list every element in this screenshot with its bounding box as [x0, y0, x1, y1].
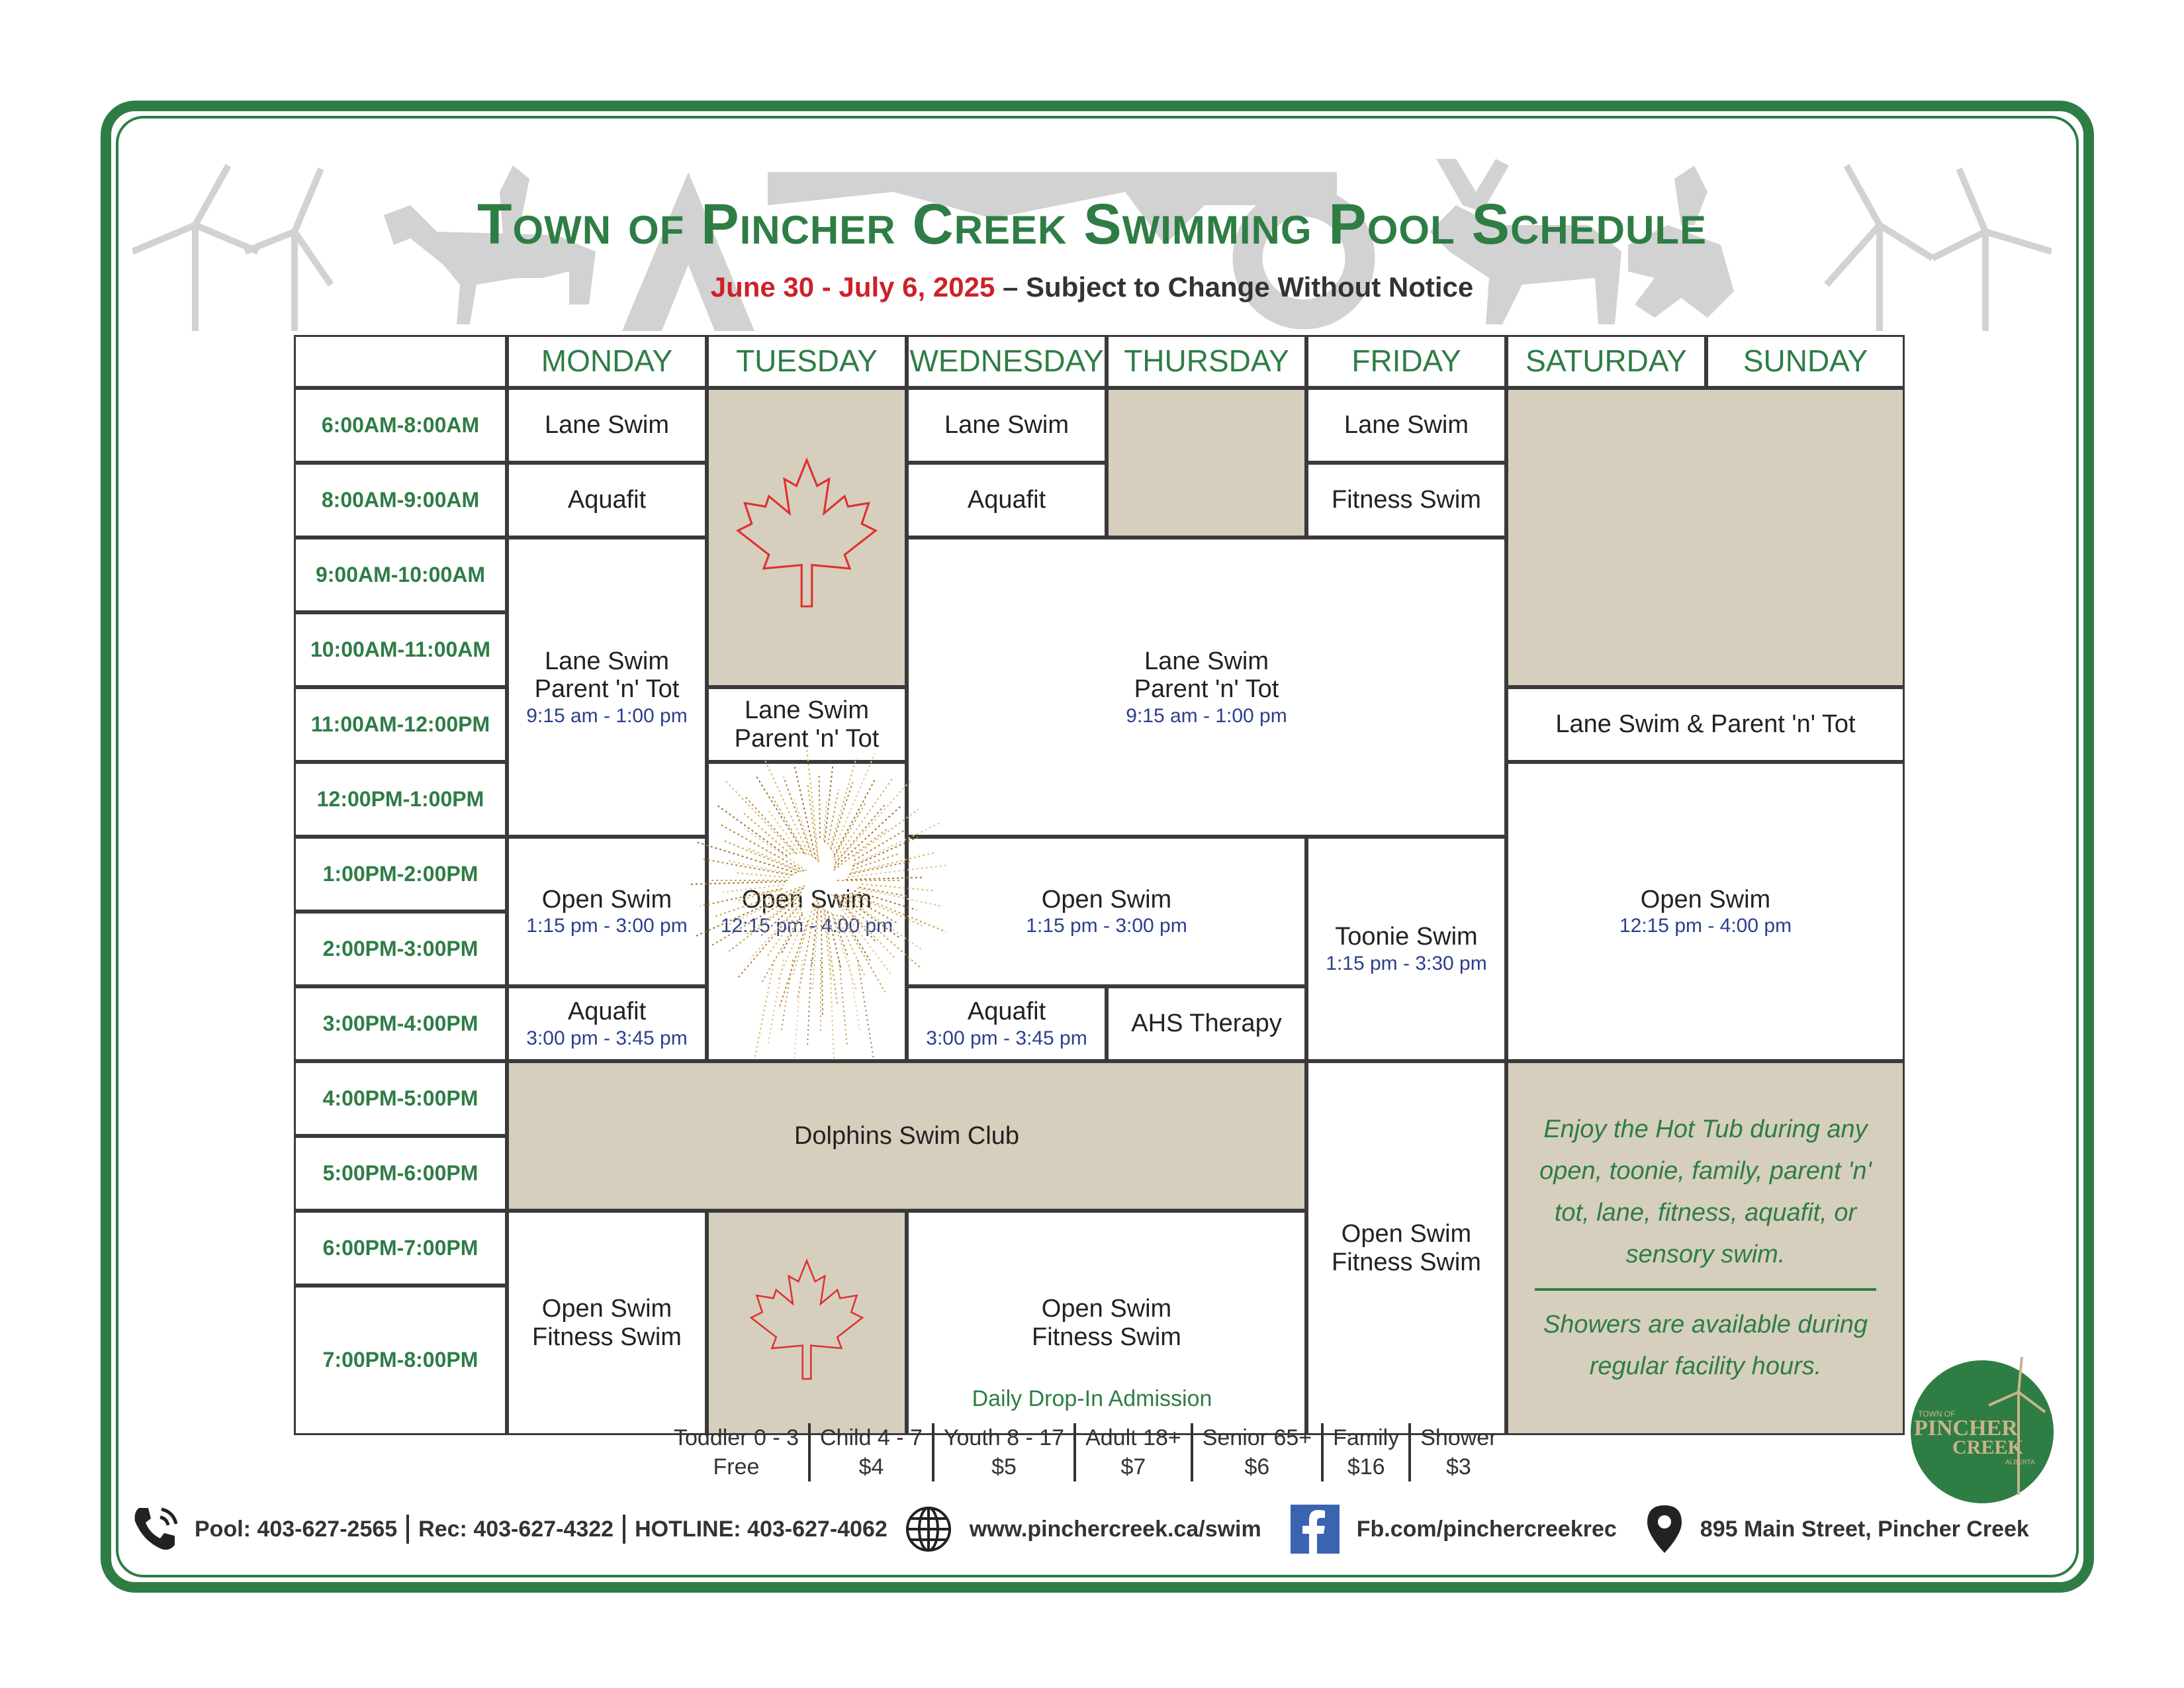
event-subtitle: Fitness Swim — [1332, 1248, 1481, 1276]
admission-item-child — [808, 1423, 932, 1481]
location-pin-icon — [1646, 1504, 1683, 1554]
facility-notes — [1506, 1061, 1905, 1435]
day-header-friday: FRIDAY — [1306, 335, 1506, 388]
logo-name-line2: CREEK — [1952, 1436, 2023, 1458]
event-weekend-open-swim — [1506, 762, 1905, 1061]
logo-top-text: TOWN OF — [1918, 1409, 1956, 1419]
event-subtitle: Parent 'n' Tot — [734, 724, 880, 753]
event-title: Open Swim — [1041, 1294, 1172, 1323]
event-monday-lane-parent-tot — [507, 538, 707, 837]
event-title: Open Swim — [741, 885, 872, 914]
event-subtitle: Fitness Swim — [532, 1323, 682, 1351]
maple-leaf-icon — [737, 1254, 876, 1393]
time-slot: 7:00PM-8:00PM — [294, 1286, 507, 1435]
event-title: Open Swim — [1640, 885, 1771, 914]
event-title: Open Swim — [1041, 885, 1172, 914]
event-title: Open Swim — [541, 885, 672, 914]
admission-price: Free — [713, 1454, 760, 1480]
event-time: 9:15 am - 1:00 pm — [1126, 704, 1287, 727]
event-wednesday-lane-swim: Lane Swim — [907, 388, 1107, 463]
event-time: 9:15 am - 1:00 pm — [526, 704, 688, 727]
facebook-icon — [1291, 1505, 1340, 1554]
admission-price: $16 — [1347, 1454, 1385, 1480]
event-tuesday-open-swim — [707, 762, 907, 1061]
schedule-dates: June 30 - July 6, 2025 — [710, 271, 995, 303]
hotline-phone[interactable]: HOTLINE: 403-627-4062 — [635, 1516, 887, 1542]
day-header-sunday: SUNDAY — [1706, 335, 1905, 388]
contact-footer — [130, 1503, 2069, 1556]
maple-leaf-icon — [721, 451, 893, 624]
day-header-tuesday: TUESDAY — [707, 335, 907, 388]
time-slot: 1:00PM-2:00PM — [294, 837, 507, 912]
rec-phone[interactable]: Rec: 403-627-4322 — [418, 1516, 614, 1542]
time-slot: 6:00AM-8:00AM — [294, 388, 507, 463]
event-title: Toonie Swim — [1335, 923, 1478, 951]
separator — [623, 1515, 625, 1544]
admission-item-senior — [1191, 1423, 1321, 1481]
event-friday-fitness-swim: Fitness Swim — [1306, 463, 1506, 538]
event-title: Aquafit — [967, 998, 1046, 1026]
address: 895 Main Street, Pincher Creek — [1700, 1516, 2029, 1542]
event-time: 12:15 pm - 4:00 pm — [720, 915, 893, 937]
event-time: 1:15 pm - 3:30 pm — [1326, 952, 1487, 974]
event-title: Open Swim — [541, 1294, 672, 1323]
admission-item-adult — [1073, 1423, 1191, 1481]
website-link[interactable]: www.pinchercreek.ca/swim — [969, 1516, 1261, 1542]
admission-price: $4 — [858, 1454, 884, 1480]
phone-icon — [130, 1503, 183, 1556]
pool-phone[interactable]: Pool: 403-627-2565 — [195, 1516, 398, 1542]
event-time: 1:15 pm - 3:00 pm — [1026, 915, 1187, 937]
event-subtitle: Parent 'n' Tot — [534, 675, 680, 704]
time-slot: 11:00AM-12:00PM — [294, 687, 507, 762]
day-header-wednesday: WEDNESDAY — [907, 335, 1107, 388]
tuesday-holiday-block — [707, 388, 907, 687]
admission-item-family — [1321, 1423, 1408, 1481]
note-divider — [1535, 1288, 1876, 1291]
event-wednesday-aquafit-afternoon — [907, 986, 1107, 1061]
time-slot: 2:00PM-3:00PM — [294, 912, 507, 986]
admission-prices — [664, 1423, 1506, 1481]
event-friday-evening — [1306, 1061, 1506, 1435]
hot-tub-note: Enjoy the Hot Tub during any open, toonie, family, parent 'n' tot, lane, fitness, aquafit, or sensory swim. — [1539, 1115, 1872, 1268]
time-slot: 12:00PM-1:00PM — [294, 762, 507, 837]
admission-label: Adult 18+ — [1085, 1425, 1181, 1450]
admission-item-youth — [932, 1423, 1073, 1481]
weekend-closed-block — [1506, 388, 1905, 687]
logo-bottom-text: ALBERTA — [2005, 1459, 2035, 1466]
time-slot: 6:00PM-7:00PM — [294, 1211, 507, 1286]
admission-item-shower — [1408, 1423, 1506, 1481]
event-monday-lane-swim: Lane Swim — [507, 388, 707, 463]
event-time: 3:00 pm - 3:45 pm — [526, 1027, 688, 1049]
admission-price: $3 — [1445, 1454, 1471, 1480]
time-slot: 10:00AM-11:00AM — [294, 612, 507, 687]
admission-title: Daily Drop-In Admission — [972, 1386, 1212, 1411]
subject-note: – Subject to Change Without Notice — [1002, 271, 1474, 303]
event-title: Aquafit — [567, 998, 647, 1026]
facebook-link[interactable]: Fb.com/pinchercreekrec — [1356, 1516, 1617, 1542]
admission-label: Family — [1333, 1425, 1400, 1450]
page-title: Town of Pincher Creek Swimming Pool Schedule — [477, 193, 1707, 256]
event-monday-aquafit-afternoon — [507, 986, 707, 1061]
event-tuesday-lane-parent-tot — [707, 687, 907, 762]
town-logo — [1906, 1356, 2058, 1508]
event-title: Lane Swim — [745, 696, 869, 724]
event-subtitle: Parent 'n' Tot — [1134, 675, 1279, 704]
event-monday-aquafit: Aquafit — [507, 463, 707, 538]
logo-name-line1: PINCHER — [1914, 1416, 2018, 1440]
event-thursday-ahs-therapy: AHS Therapy — [1107, 986, 1306, 1061]
admission-price: $5 — [991, 1454, 1017, 1480]
event-time: 12:15 pm - 4:00 pm — [1619, 915, 1792, 937]
admission-label: Child 4 - 7 — [820, 1425, 923, 1450]
time-slot: 5:00PM-6:00PM — [294, 1136, 507, 1211]
admission-label: Shower — [1420, 1425, 1497, 1450]
event-time: 3:00 pm - 3:45 pm — [926, 1027, 1087, 1049]
event-title: Lane Swim — [545, 647, 669, 675]
admission-item-toddler — [664, 1423, 808, 1481]
event-weekend-lane-parent-tot: Lane Swim & Parent 'n' Tot — [1506, 687, 1905, 762]
day-header-saturday: SATURDAY — [1506, 335, 1706, 388]
globe-icon — [905, 1505, 952, 1553]
event-wednesday-aquafit: Aquafit — [907, 463, 1107, 538]
event-subtitle: Fitness Swim — [1032, 1323, 1181, 1351]
event-friday-lane-swim: Lane Swim — [1306, 388, 1506, 463]
time-slot: 8:00AM-9:00AM — [294, 463, 507, 538]
time-slot: 4:00PM-5:00PM — [294, 1061, 507, 1136]
event-monday-open-swim — [507, 837, 707, 986]
time-slot: 3:00PM-4:00PM — [294, 986, 507, 1061]
schedule-grid — [294, 335, 1911, 1435]
day-header-thursday: THURSDAY — [1107, 335, 1306, 388]
corner-cell — [294, 335, 507, 388]
admission-label: Toddler 0 - 3 — [674, 1425, 799, 1450]
event-wed-thu-open-swim — [907, 837, 1306, 986]
thursday-closed-block — [1107, 388, 1306, 538]
event-time: 1:15 pm - 3:00 pm — [526, 915, 688, 937]
page-subtitle — [0, 271, 2184, 303]
event-friday-toonie-swim — [1306, 837, 1506, 1061]
event-midweek-lane-parent-tot — [907, 538, 1506, 837]
day-header-monday: MONDAY — [507, 335, 707, 388]
event-dolphins-swim-club: Dolphins Swim Club — [507, 1061, 1306, 1211]
admission-label: Youth 8 - 17 — [943, 1425, 1065, 1450]
admission-price: $7 — [1120, 1454, 1146, 1480]
separator — [406, 1515, 409, 1544]
showers-note: Showers are available during regular facility hours. — [1543, 1311, 1868, 1380]
admission-price: $6 — [1244, 1454, 1270, 1480]
time-slot: 9:00AM-10:00AM — [294, 538, 507, 612]
event-title: Open Swim — [1341, 1219, 1472, 1248]
admission-label: Senior 65+ — [1202, 1425, 1312, 1450]
event-title: Lane Swim — [1144, 647, 1269, 675]
